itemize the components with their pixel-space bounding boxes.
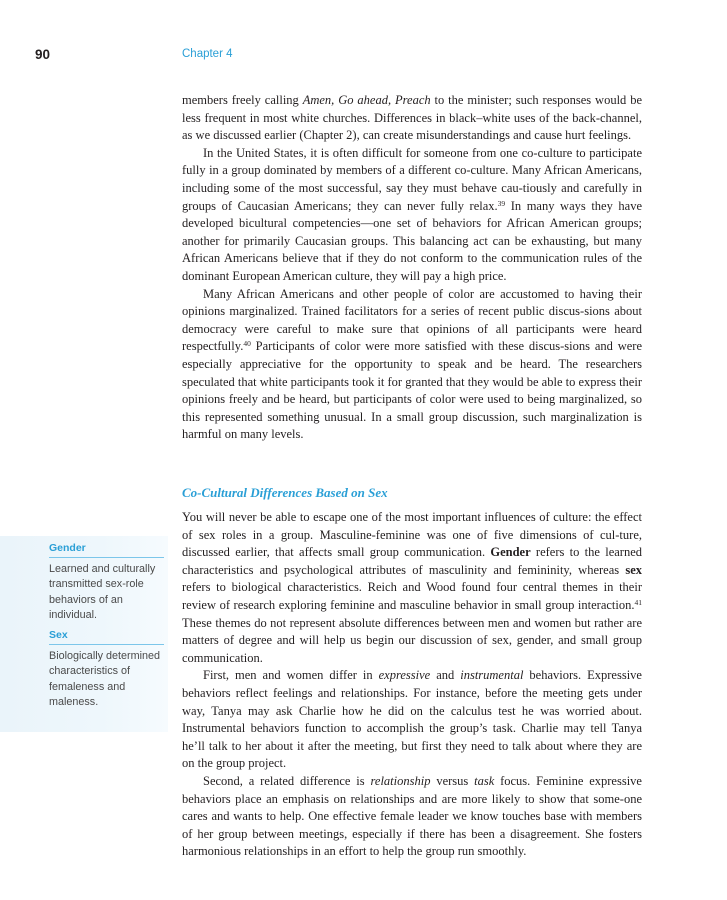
paragraph: Second, a related difference is relationship versus task focus. Feminine expressive behaviors place an emphasis on relationships and are more likely to show that some-one cares and wants to help. One effective female leader we know touches base with members of her group between meetings, especially if there has been a disagreement. She fosters harmonious relationships in an effort to help the group run smoothly.: [182, 773, 642, 859]
glossary-term: Sex: [49, 629, 164, 645]
chapter-label: Chapter 4: [182, 48, 233, 60]
section-heading: Co-Cultural Differences Based on Sex: [182, 485, 388, 500]
glossary-entry: [49, 542, 164, 623]
footnote-ref[interactable]: 39: [497, 198, 506, 208]
paragraph: Many African Americans and other people of color are accustomed to having their opinions marginalized. Trained facilitators for a series of recent public discus-sions about democracy were careful to make sure that opinions of all participants were heard respectfully.$^{40}$ Participants of color were more satisfied with these discus-sions and were especially appreciative for the opportunity to speak and be heard. The researchers speculated that white participants took it for granted that they would be able to express their opinions freely and be heard, but participants of color were used to being marginalized, so this represented something unusual. In a small group discussion, such marginalization is harmful on many levels.: [182, 286, 642, 442]
body-text-top: [182, 92, 642, 444]
footnote-ref[interactable]: 41: [634, 597, 642, 607]
paragraph: members freely calling Amen, Go ahead, Preach to the minister; such responses would be less frequent in most white churches. Differences in black–white uses of the back-channel, as we discussed earlier (Chapter 2), can create misunderstandings and cause hurt feelings.: [182, 93, 642, 143]
paragraph: You will never be able to escape one of the most important influences of culture: the effect of sex roles in a group. Masculine-feminine was one of five dimensions of cul-ture, discussed earlier, that affects small group communication. Gender refers to the learned characteristics and psychological attributes of masculinity and femininity, whereas sex refers to biological characteristics. Reich and Wood found four central themes in their review of research exploring feminine and masculine behavior in small group interaction.$^{41}$ These themes do not represent absolute differences between men and women but rather are matters of degree and will help us begin our discussion of sex, gender, and small group communication.: [182, 510, 642, 665]
glossary-entry: [49, 629, 164, 710]
body-text-section: [182, 509, 642, 861]
paragraph: In the United States, it is often difficult for someone from one co-culture to participate fully in a group dominated by members of a different co-culture. Many African Americans, including some of the most successful, say they must behave cau-tiously and carefully in groups of Caucasian Americans; they can never fully relax.$^{39}$ In many ways they have developed bicultural competencies—one set of behaviors for African American groups; another for primarily Caucasian groups. This balancing act can be exhausting, but many African Americans believe that if they do not conform to the communication rules of the dominant European American culture, they will pay a high price.: [182, 145, 643, 283]
key-term: sex: [625, 562, 642, 577]
glossary-definition: Biologically determined characteristics of femaleness and maleness.: [49, 650, 161, 708]
paragraph: First, men and women differ in expressive and instrumental behaviors. Expressive behaviors reflect feelings and relationships. For instance, before the meeting gets under way, Tanya may ask Charlie how he did on the calculus test he was worried about. Instrumental behaviors function to accomplish the group’s task. Charlie may tell Tanya he’ll talk to her about it after the meeting, but first they need to talk about where they are on the group project.: [182, 668, 642, 771]
footnote-ref[interactable]: 40: [243, 339, 251, 349]
glossary-term: Gender: [49, 542, 164, 558]
key-term: Gender: [490, 545, 531, 560]
page-number: 90: [35, 47, 51, 62]
glossary-definition: Learned and culturally transmitted sex-role behaviors of an individual.: [49, 563, 156, 621]
